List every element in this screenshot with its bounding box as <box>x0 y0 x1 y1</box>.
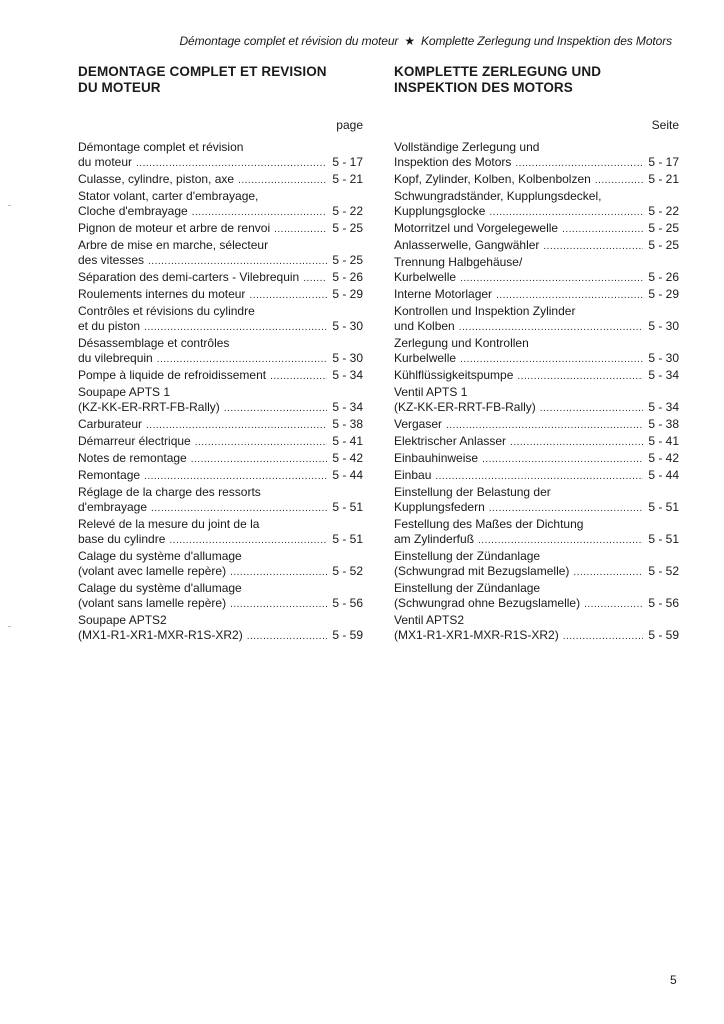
dot-leader <box>573 565 643 580</box>
dot-leader <box>459 320 643 335</box>
toc-entry-line <box>394 596 679 612</box>
toc-entry-page: 5 - 51 <box>332 500 363 514</box>
toc-column-french <box>78 64 363 645</box>
dot-leader <box>230 597 327 612</box>
toc-entry-page: 5 - 30 <box>332 319 363 333</box>
toc-entry-page: 5 - 56 <box>648 596 679 610</box>
toc-entry <box>394 336 679 367</box>
toc-entry-title-line: Stator volant, carter d'embrayage, <box>78 189 259 203</box>
toc-entry-title: Carburateur <box>78 417 143 431</box>
toc-entry <box>78 385 363 416</box>
toc-entry-page: 5 - 29 <box>648 287 679 301</box>
toc-entry-page: 5 - 34 <box>332 368 363 382</box>
toc-entry-page: 5 - 38 <box>332 417 363 431</box>
dot-leader <box>478 533 643 548</box>
toc-entry-title: (volant sans lamelle repère) <box>78 596 227 610</box>
toc-entry-line <box>78 628 363 644</box>
toc-entry <box>78 368 363 384</box>
toc-entry-title-line: Einstellung der Zündanlage <box>394 581 541 595</box>
toc-entry-line <box>78 564 363 580</box>
toc-entry-title: (KZ-KK-ER-RRT-FB-Rally) <box>394 400 536 414</box>
toc-entry-line <box>394 270 679 286</box>
dot-leader <box>489 501 643 516</box>
star-icon: ★ <box>404 34 416 48</box>
toc-entry-title: Pompe à liquide de refroidissement <box>78 368 267 382</box>
page-number: 5 <box>670 973 677 987</box>
dot-leader <box>540 401 643 416</box>
toc-entry-title: Démarreur électrique <box>78 434 191 448</box>
header-right-text: Komplette Zerlegung und Inspektion des Motors <box>421 34 672 48</box>
toc-entry-title: (Schwungrad ohne Bezugslamelle) <box>394 596 581 610</box>
dot-leader <box>515 156 643 171</box>
toc-entry-title: Kühlflüssigkeitspumpe <box>394 368 514 382</box>
toc-entry-line <box>394 434 679 450</box>
dot-leader <box>595 173 643 188</box>
toc-entry <box>394 434 679 450</box>
toc-entry-line <box>394 451 679 467</box>
toc-entry-page: 5 - 17 <box>332 155 363 169</box>
toc-entry-line <box>78 270 363 286</box>
dot-leader <box>303 271 327 286</box>
dot-leader <box>192 205 327 220</box>
toc-entry <box>78 221 363 237</box>
toc-list-german <box>394 140 679 644</box>
toc-entry-line <box>394 500 679 516</box>
toc-entry-title: (Schwungrad mit Bezugslamelle) <box>394 564 570 578</box>
dot-leader <box>446 418 643 433</box>
toc-entry-page: 5 - 30 <box>648 319 679 333</box>
toc-entry-page: 5 - 59 <box>648 628 679 642</box>
toc-entry-title: (volant avec lamelle repère) <box>78 564 227 578</box>
toc-entry-page: 5 - 26 <box>648 270 679 284</box>
toc-entry-title: d'embrayage <box>78 500 147 514</box>
toc-entry-line <box>394 319 679 335</box>
toc-entry-title-line: Vollständige Zerlegung und <box>394 140 540 154</box>
dot-leader <box>249 288 327 303</box>
toc-entry-page: 5 - 21 <box>332 172 363 186</box>
toc-entry-title-line: Festellung des Maßes der Dichtung <box>394 517 584 531</box>
toc-entry-title: Einbauhinweise <box>394 451 479 465</box>
toc-column-german <box>394 64 679 645</box>
toc-entry-title: Einbau <box>394 468 432 482</box>
toc-entry-line <box>394 351 679 367</box>
toc-entry-line <box>78 253 363 269</box>
page-column-label: Seite <box>651 118 679 132</box>
toc-entry-line <box>78 204 363 220</box>
toc-entry-title-line: Relevé de la mesure du joint de la <box>78 517 260 531</box>
toc-entry-line <box>394 417 679 433</box>
title-line-2: INSPEKTION DES MOTORS <box>394 80 573 95</box>
toc-entry <box>78 517 363 548</box>
toc-entry-line <box>394 628 679 644</box>
toc-entry <box>78 270 363 286</box>
toc-entry-line <box>394 287 679 303</box>
toc-entry-page: 5 - 30 <box>648 351 679 365</box>
dot-leader <box>230 565 327 580</box>
toc-entry-line <box>78 468 363 484</box>
toc-entry-line <box>394 368 679 384</box>
toc-entry-page: 5 - 51 <box>648 500 679 514</box>
toc-entry-page: 5 - 26 <box>332 270 363 284</box>
toc-entry-page: 5 - 59 <box>332 628 363 642</box>
toc-entry-page: 5 - 44 <box>332 468 363 482</box>
toc-entry <box>394 287 679 303</box>
toc-entry-line <box>78 287 363 303</box>
toc-entry-title: am Zylinderfuß <box>394 532 475 546</box>
dot-leader <box>562 222 643 237</box>
toc-entry-page: 5 - 25 <box>648 221 679 235</box>
toc-entry-page: 5 - 22 <box>332 204 363 218</box>
toc-entry-title: Vergaser <box>394 417 443 431</box>
toc-entry-title: Cloche d'embrayage <box>78 204 188 218</box>
toc-entry-title: Culasse, cylindre, piston, axe <box>78 172 235 186</box>
dot-leader <box>157 352 327 367</box>
toc-entry <box>394 517 679 548</box>
toc-entry-line <box>78 221 363 237</box>
dot-leader <box>460 271 643 286</box>
dot-leader <box>482 452 643 467</box>
toc-entry-page: 5 - 34 <box>648 400 679 414</box>
toc-entry-title-line: Soupape APTS 1 <box>78 385 171 399</box>
toc-entry <box>394 549 679 580</box>
toc-entry <box>78 451 363 467</box>
toc-entry-line <box>394 564 679 580</box>
running-header <box>0 34 672 48</box>
dot-leader <box>510 435 643 450</box>
dot-leader <box>146 418 327 433</box>
toc-entry-title: Kurbelwelle <box>394 351 457 365</box>
toc-entry-line <box>394 221 679 237</box>
toc-entry <box>78 613 363 644</box>
toc-entry-page: 5 - 25 <box>332 253 363 267</box>
toc-entry-title: und Kolben <box>394 319 455 333</box>
toc-entry <box>394 385 679 416</box>
toc-entry-line <box>78 451 363 467</box>
toc-entry-page: 5 - 52 <box>332 564 363 578</box>
toc-entry-page: 5 - 22 <box>648 204 679 218</box>
scan-mark <box>8 205 11 206</box>
toc-entry <box>394 581 679 612</box>
dot-leader <box>247 629 327 644</box>
dot-leader <box>191 452 327 467</box>
toc-entry-page: 5 - 51 <box>648 532 679 546</box>
toc-entry-page: 5 - 34 <box>648 368 679 382</box>
toc-entry-line <box>78 172 363 188</box>
toc-entry-page: 5 - 21 <box>648 172 679 186</box>
toc-entry-page: 5 - 17 <box>648 155 679 169</box>
toc-entry-title-line: Désassemblage et contrôles <box>78 336 230 350</box>
toc-entry-title: Elektrischer Anlasser <box>394 434 507 448</box>
toc-entry-title: Motorritzel und Vorgelegewelle <box>394 221 559 235</box>
toc-entry <box>394 172 679 188</box>
toc-entry <box>78 304 363 335</box>
toc-entry <box>78 172 363 188</box>
toc-entry-title: Séparation des demi-carters - Vilebrequin <box>78 270 300 284</box>
toc-entry-page: 5 - 51 <box>332 532 363 546</box>
toc-entry-line <box>394 468 679 484</box>
dot-leader <box>489 205 643 220</box>
toc-entry-line <box>78 596 363 612</box>
dot-leader <box>238 173 327 188</box>
toc-entry <box>394 238 679 254</box>
toc-entry-title: Kurbelwelle <box>394 270 457 284</box>
toc-entry-page: 5 - 34 <box>332 400 363 414</box>
dot-leader <box>136 156 327 171</box>
title-line-1: KOMPLETTE ZERLEGUNG UND <box>394 64 602 79</box>
toc-entry-page: 5 - 30 <box>332 351 363 365</box>
toc-entry <box>78 581 363 612</box>
toc-entry-line <box>78 532 363 548</box>
toc-entry-title-line: Démontage complet et révision <box>78 140 244 154</box>
toc-entry <box>394 221 679 237</box>
toc-entry-title-line: Einstellung der Belastung der <box>394 485 551 499</box>
toc-entry <box>394 485 679 516</box>
toc-entry <box>78 485 363 516</box>
toc-entry-line <box>394 172 679 188</box>
toc-entry-title: Pignon de moteur et arbre de renvoi <box>78 221 271 235</box>
toc-entry-page: 5 - 25 <box>332 221 363 235</box>
title-line-2: DU MOTEUR <box>78 80 161 95</box>
toc-entry-page: 5 - 56 <box>332 596 363 610</box>
toc-entry-page: 5 - 41 <box>648 434 679 448</box>
toc-entry-title-line: Arbre de mise en marche, sélecteur <box>78 238 269 252</box>
toc-entry <box>78 287 363 303</box>
toc-entry-title: Kupplungsglocke <box>394 204 486 218</box>
toc-entry-title: Kupplungsfedern <box>394 500 485 514</box>
dot-leader <box>460 352 643 367</box>
toc-entry <box>394 368 679 384</box>
toc-entry <box>78 140 363 171</box>
dot-leader <box>435 469 643 484</box>
dot-leader <box>144 469 327 484</box>
toc-entry-line <box>78 368 363 384</box>
toc-entry-line <box>78 434 363 450</box>
toc-entry-title-line: Calage du système d'allumage <box>78 549 242 563</box>
toc-entry-line <box>394 155 679 171</box>
section-title-french <box>78 64 363 96</box>
toc-entry-line <box>78 319 363 335</box>
toc-entry-page: 5 - 42 <box>648 451 679 465</box>
toc-entry-title: des vitesses <box>78 253 145 267</box>
dot-leader <box>169 533 327 548</box>
toc-entry-title: du vilebrequin <box>78 351 153 365</box>
toc-entry <box>78 434 363 450</box>
toc-entry <box>394 140 679 171</box>
toc-entry <box>78 336 363 367</box>
toc-entry <box>78 549 363 580</box>
toc-entry-line <box>394 204 679 220</box>
scan-mark <box>8 626 11 627</box>
toc-entry <box>394 189 679 220</box>
toc-entry-page: 5 - 29 <box>332 287 363 301</box>
dot-leader <box>563 629 643 644</box>
toc-entry <box>78 468 363 484</box>
toc-entry-title-line: Ventil APTS 1 <box>394 385 468 399</box>
toc-entry-title: Notes de remontage <box>78 451 187 465</box>
dot-leader <box>517 369 643 384</box>
toc-entry-line <box>78 400 363 416</box>
toc-entry-title-line: Kontrollen und Inspektion Zylinder <box>394 304 576 318</box>
toc-entry-title-line: Schwungradständer, Kupplungsdeckel, <box>394 189 602 203</box>
toc-entry-page: 5 - 38 <box>648 417 679 431</box>
toc-entry-title: Interne Motorlager <box>394 287 493 301</box>
toc-entry-line <box>78 155 363 171</box>
dot-leader <box>270 369 327 384</box>
toc-entry-title: Inspektion des Motors <box>394 155 512 169</box>
toc-list-french <box>78 140 363 644</box>
toc-entry-page: 5 - 41 <box>332 434 363 448</box>
section-title-german <box>394 64 679 96</box>
toc-entry-title: du moteur <box>78 155 133 169</box>
toc-entry-title-line: Einstellung der Zündanlage <box>394 549 541 563</box>
toc-entry-line <box>394 238 679 254</box>
toc-entry-title: base du cylindre <box>78 532 166 546</box>
toc-entry <box>394 468 679 484</box>
toc-entry <box>78 189 363 220</box>
toc-entry <box>394 255 679 286</box>
toc-entry-title-line: Ventil APTS2 <box>394 613 465 627</box>
toc-entry <box>78 417 363 433</box>
toc-entry <box>394 304 679 335</box>
dot-leader <box>496 288 643 303</box>
toc-entry-title: Kopf, Zylinder, Kolben, Kolbenbolzen <box>394 172 591 186</box>
toc-entry-page: 5 - 44 <box>648 468 679 482</box>
toc-entry-title-line: Trennung Halbgehäuse/ <box>394 255 523 269</box>
toc-entry-title: Roulements internes du moteur <box>78 287 246 301</box>
toc-entry-title-line: Contrôles et révisions du cylindre <box>78 304 255 318</box>
toc-entry-title-line: Calage du système d'allumage <box>78 581 242 595</box>
dot-leader <box>584 597 643 612</box>
dot-leader <box>224 401 327 416</box>
toc-entry-title: (MX1-R1-XR1-MXR-R1S-XR2) <box>78 628 243 642</box>
page-column-label: page <box>336 118 363 132</box>
title-line-1: DEMONTAGE COMPLET ET REVISION <box>78 64 327 79</box>
toc-entry-title: (MX1-R1-XR1-MXR-R1S-XR2) <box>394 628 559 642</box>
toc-entry-line <box>394 400 679 416</box>
toc-entry-title-line: Zerlegung und Kontrollen <box>394 336 529 350</box>
toc-entry-page: 5 - 52 <box>648 564 679 578</box>
toc-entry-line <box>78 417 363 433</box>
dot-leader <box>151 501 327 516</box>
dot-leader <box>148 254 327 269</box>
toc-entry-title-line: Réglage de la charge des ressorts <box>78 485 261 499</box>
dot-leader <box>274 222 327 237</box>
toc-entry <box>394 451 679 467</box>
toc-entry-line <box>78 500 363 516</box>
header-left-text: Démontage complet et révision du moteur <box>179 34 399 48</box>
toc-entry <box>394 613 679 644</box>
toc-entry-title: (KZ-KK-ER-RRT-FB-Rally) <box>78 400 220 414</box>
toc-entry-line <box>78 351 363 367</box>
dot-leader <box>195 435 327 450</box>
toc-entry-title: Anlasserwelle, Gangwähler <box>394 238 540 252</box>
toc-entry-line <box>394 532 679 548</box>
toc-entry-title: et du piston <box>78 319 141 333</box>
dot-leader <box>543 239 643 254</box>
dot-leader <box>144 320 327 335</box>
toc-entry-page: 5 - 25 <box>648 238 679 252</box>
toc-entry-title-line: Soupape APTS2 <box>78 613 167 627</box>
toc-entry <box>394 417 679 433</box>
toc-entry-page: 5 - 42 <box>332 451 363 465</box>
toc-entry <box>78 238 363 269</box>
toc-entry-title: Remontage <box>78 468 141 482</box>
